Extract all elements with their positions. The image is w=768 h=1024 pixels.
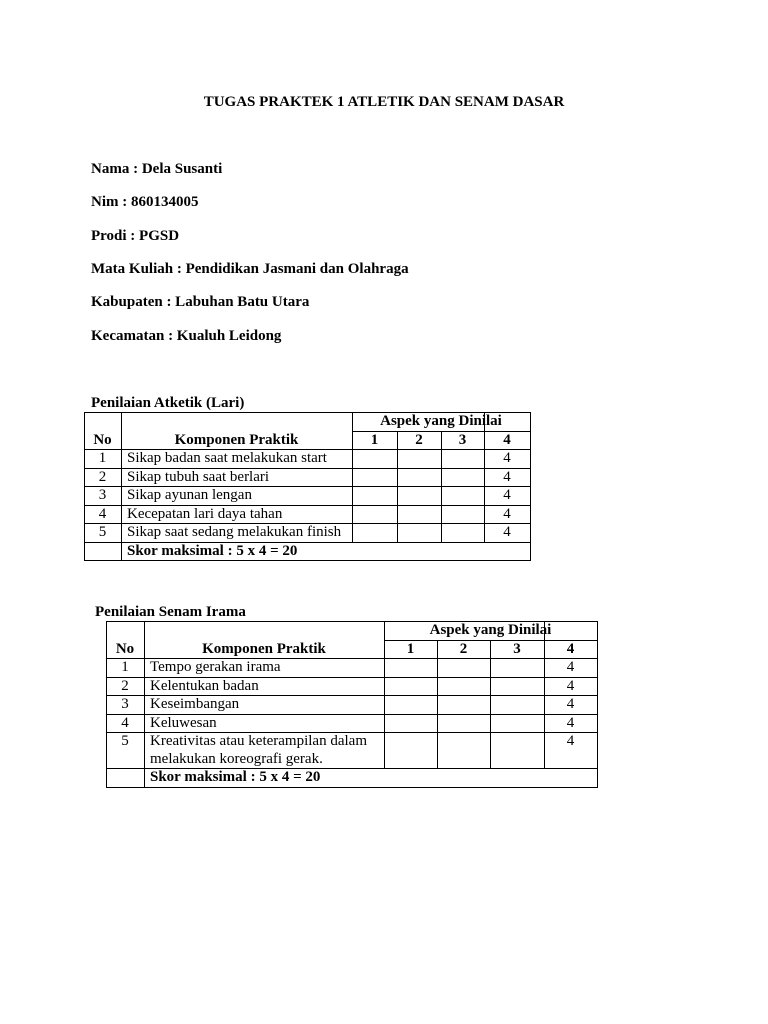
table-border-line	[530, 412, 531, 561]
row-no: 1	[121, 659, 129, 675]
col-header-component: Komponen Praktik	[202, 640, 326, 657]
row-no: 3	[98, 487, 107, 503]
row-no: 1	[98, 450, 107, 466]
aspect-col-3: 3	[458, 431, 467, 448]
row-score: 4	[566, 696, 575, 712]
section-title-senam: Penilaian Senam Irama	[95, 604, 246, 620]
field-nama: Nama : Dela Susanti	[91, 161, 223, 177]
table-border-line	[84, 542, 121, 543]
table-border-line	[490, 640, 491, 769]
score-footer: Skor maksimal : 5 x 4 = 20	[150, 769, 321, 785]
row-score: 4	[503, 450, 511, 466]
row-no: 4	[98, 505, 107, 522]
aspect-header: Aspek yang Dinilai	[380, 413, 502, 429]
row-component: Sikap badan saat melakukan start	[127, 450, 327, 466]
field-kecamatan: Kecamatan : Kualuh Leidong	[91, 328, 282, 344]
aspect-col-2: 2	[459, 640, 468, 657]
row-score: 4	[566, 659, 575, 675]
row-component: Keluwesan	[150, 714, 217, 731]
table-border-line	[84, 560, 531, 561]
table-border-line	[597, 621, 598, 788]
row-component: Kreativitas atau keterampilan dalam melakukan koreografi gerak.	[150, 733, 367, 767]
aspect-col-2: 2	[415, 431, 423, 448]
row-component: Sikap tubuh saat berlari	[127, 468, 270, 485]
table-border-line	[437, 640, 438, 769]
col-header-no: No	[115, 640, 135, 657]
table-border-line	[106, 768, 144, 769]
row-no: 3	[121, 696, 129, 712]
row-score: 4	[503, 487, 511, 503]
document-title: TUGAS PRAKTEK 1 ATLETIK DAN SENAM DASAR	[203, 94, 565, 110]
aspect-col-1: 1	[370, 431, 379, 448]
aspect-col-3: 3	[513, 640, 521, 657]
row-score: 4	[503, 468, 511, 485]
row-component: Sikap ayunan lengan	[127, 487, 252, 503]
row-no: 5	[121, 733, 129, 749]
row-score: 4	[566, 714, 575, 731]
field-prodi: Prodi : PGSD	[91, 228, 180, 244]
row-no: 5	[98, 524, 107, 540]
field-nim: Nim : 860134005	[91, 194, 199, 210]
row-component: Kelentukan badan	[150, 677, 259, 694]
row-no: 2	[98, 468, 107, 485]
col-header-component: Komponen Praktik	[174, 431, 299, 448]
aspect-header: Aspek yang Dinilai	[429, 622, 552, 638]
row-score: 4	[503, 524, 511, 540]
aspect-col-4: 4	[503, 431, 511, 448]
row-component: Sikap saat sedang melakukan finish	[127, 524, 342, 540]
table-senam	[106, 621, 597, 787]
table-atletik	[84, 412, 530, 560]
field-kabupaten: Kabupaten : Labuhan Batu Utara	[91, 294, 310, 310]
row-no: 4	[121, 714, 129, 731]
row-score: 4	[566, 733, 575, 749]
row-component: Tempo gerakan irama	[150, 659, 281, 675]
row-component: Keseimbangan	[150, 696, 240, 712]
section-title-atletik: Penilaian Atketik (Lari)	[91, 395, 245, 411]
aspect-col-1: 1	[406, 640, 415, 657]
col-header-no: No	[93, 431, 112, 448]
row-component: Kecepatan lari daya tahan	[127, 505, 283, 522]
row-score: 4	[503, 505, 511, 522]
aspect-col-4: 4	[566, 640, 575, 657]
score-footer: Skor maksimal : 5 x 4 = 20	[127, 542, 298, 559]
row-no: 2	[121, 677, 129, 694]
table-border-line	[106, 787, 598, 788]
field-mata-kuliah: Mata Kuliah : Pendidikan Jasmani dan Olahraga	[91, 261, 409, 277]
row-score: 4	[566, 677, 575, 694]
